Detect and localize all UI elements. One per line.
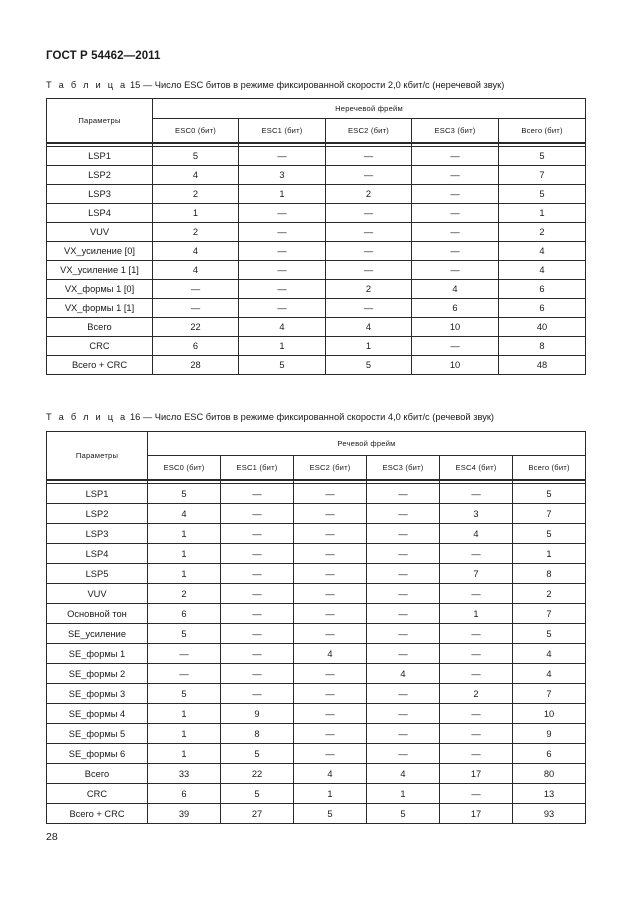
- table-cell: 5: [221, 784, 294, 804]
- row-label: VUV: [47, 584, 148, 604]
- table-cell: 4: [513, 664, 586, 684]
- table-row: [47, 664, 586, 684]
- table-cell: —: [221, 644, 294, 664]
- table-cell: —: [326, 223, 412, 242]
- table-cell: —: [367, 544, 440, 564]
- table-cell: 1: [440, 604, 513, 624]
- table-row: [47, 744, 586, 764]
- table-cell: 10: [412, 318, 499, 337]
- table-cell: —: [367, 704, 440, 724]
- table-cell: —: [294, 584, 367, 604]
- table-cell: 6: [499, 280, 586, 299]
- table-cell: 4: [148, 504, 221, 524]
- table-cell: —: [239, 147, 326, 166]
- table-cell: —: [326, 204, 412, 223]
- table-cell: 17: [440, 764, 513, 784]
- table-row: [47, 166, 586, 185]
- table-cell: 5: [148, 484, 221, 504]
- table-cell: 33: [148, 764, 221, 784]
- table-cell: —: [326, 242, 412, 261]
- table-cell: —: [326, 261, 412, 280]
- table-cell: —: [294, 524, 367, 544]
- table-cell: 17: [440, 804, 513, 824]
- table-row: [47, 337, 586, 356]
- table-cell: 2: [499, 223, 586, 242]
- table-cell: 4: [153, 166, 239, 185]
- table-16-caption: [46, 412, 494, 422]
- table-cell: —: [148, 664, 221, 684]
- table-cell: —: [367, 524, 440, 544]
- table-cell: —: [221, 584, 294, 604]
- table-cell: 1: [367, 784, 440, 804]
- table-cell: —: [239, 280, 326, 299]
- table-cell: 1: [499, 204, 586, 223]
- table-row: [47, 318, 586, 337]
- table-cell: —: [153, 280, 239, 299]
- table-cell: 7: [440, 564, 513, 584]
- table-cell: 1: [239, 337, 326, 356]
- table-cell: 9: [221, 704, 294, 724]
- row-label: LSP2: [47, 166, 153, 185]
- table-cell: —: [412, 185, 499, 204]
- table-cell: 3: [440, 504, 513, 524]
- table-cell: 5: [499, 185, 586, 204]
- table-row: [47, 185, 586, 204]
- table-cell: 22: [221, 764, 294, 784]
- column-header: ESC3 (бит): [412, 119, 499, 143]
- table-cell: 1: [148, 544, 221, 564]
- table-cell: —: [148, 644, 221, 664]
- table-cell: 7: [513, 504, 586, 524]
- table-cell: —: [294, 484, 367, 504]
- table-cell: 28: [153, 356, 239, 375]
- table-row: [47, 261, 586, 280]
- table-cell: 5: [221, 744, 294, 764]
- table-cell: 5: [153, 147, 239, 166]
- table-cell: —: [294, 544, 367, 564]
- table-row: [47, 484, 586, 504]
- table-row: [47, 242, 586, 261]
- row-label: VUV: [47, 223, 153, 242]
- table-row: [47, 504, 586, 524]
- row-label: LSP4: [47, 204, 153, 223]
- table-cell: —: [367, 684, 440, 704]
- table-cell: —: [367, 724, 440, 744]
- row-label: LSP3: [47, 524, 148, 544]
- column-header: Всего (бит): [513, 456, 586, 480]
- table-cell: —: [239, 242, 326, 261]
- table-cell: —: [221, 624, 294, 644]
- table-cell: —: [367, 744, 440, 764]
- table-cell: 48: [499, 356, 586, 375]
- table-cell: 2: [153, 185, 239, 204]
- table-cell: 6: [153, 337, 239, 356]
- table-row: [47, 624, 586, 644]
- table-cell: 5: [367, 804, 440, 824]
- table-cell: —: [367, 644, 440, 664]
- table-cell: —: [326, 166, 412, 185]
- table-cell: 6: [148, 604, 221, 624]
- table-15: [46, 98, 586, 375]
- table-cell: —: [367, 584, 440, 604]
- table-cell: 1: [326, 337, 412, 356]
- table-cell: —: [412, 261, 499, 280]
- table-cell: 5: [294, 804, 367, 824]
- table-cell: 6: [148, 784, 221, 804]
- table-cell: 4: [239, 318, 326, 337]
- table-cell: 8: [513, 564, 586, 584]
- table-cell: —: [367, 624, 440, 644]
- table-cell: —: [367, 504, 440, 524]
- row-label: LSP1: [47, 147, 153, 166]
- table-cell: —: [440, 544, 513, 564]
- table-row: [47, 204, 586, 223]
- table-cell: 1: [148, 524, 221, 544]
- table-cell: 2: [326, 280, 412, 299]
- table-cell: 39: [148, 804, 221, 824]
- row-label: Всего: [47, 764, 148, 784]
- table-cell: —: [440, 784, 513, 804]
- table-cell: 7: [513, 684, 586, 704]
- table-cell: 8: [499, 337, 586, 356]
- table-cell: 4: [499, 261, 586, 280]
- table-cell: 1: [239, 185, 326, 204]
- row-label: Основной тон: [47, 604, 148, 624]
- document-id: ГОСТ Р 54462—2011: [46, 50, 161, 62]
- table-cell: —: [440, 744, 513, 764]
- column-header: ESC2 (бит): [326, 119, 412, 143]
- row-label: LSP5: [47, 564, 148, 584]
- table-cell: 4: [367, 664, 440, 684]
- table-cell: 6: [499, 299, 586, 318]
- table-cell: 4: [412, 280, 499, 299]
- column-header: ESC1 (бит): [239, 119, 326, 143]
- table-16: [46, 431, 586, 824]
- table-row: [47, 704, 586, 724]
- row-label: LSP3: [47, 185, 153, 204]
- row-label: LSP1: [47, 484, 148, 504]
- table-cell: —: [221, 544, 294, 564]
- table-cell: 4: [153, 242, 239, 261]
- table-row: [47, 604, 586, 624]
- table-cell: 5: [148, 624, 221, 644]
- table-cell: —: [153, 299, 239, 318]
- table-row: [47, 584, 586, 604]
- table-row: [47, 147, 586, 166]
- table-cell: —: [221, 564, 294, 584]
- row-label: LSP4: [47, 544, 148, 564]
- row-label: Всего + CRC: [47, 356, 153, 375]
- table-cell: 22: [153, 318, 239, 337]
- table-cell: 1: [148, 564, 221, 584]
- row-label: Всего: [47, 318, 153, 337]
- table-cell: —: [412, 223, 499, 242]
- table-cell: —: [221, 684, 294, 704]
- table-cell: 6: [412, 299, 499, 318]
- table-cell: —: [294, 604, 367, 624]
- table-cell: —: [412, 242, 499, 261]
- table-15-caption-text: 15 — Число ESC битов в режиме фиксированной скорости 2,0 кбит/с (неречевой звук): [127, 80, 505, 90]
- table-15-caption: [46, 80, 504, 90]
- table-cell: —: [440, 624, 513, 644]
- table-cell: 1: [148, 744, 221, 764]
- table-cell: —: [239, 261, 326, 280]
- table-cell: —: [367, 484, 440, 504]
- table-cell: 27: [221, 804, 294, 824]
- table-row: [47, 764, 586, 784]
- table-cell: 9: [513, 724, 586, 744]
- table-cell: —: [412, 204, 499, 223]
- table-cell: —: [367, 564, 440, 584]
- row-label: SE_формы 2: [47, 664, 148, 684]
- table-cell: 2: [326, 185, 412, 204]
- table-cell: 4: [294, 764, 367, 784]
- table-row: [47, 299, 586, 318]
- table-cell: 80: [513, 764, 586, 784]
- table-row: [47, 684, 586, 704]
- table-cell: 10: [513, 704, 586, 724]
- table-cell: —: [294, 724, 367, 744]
- table-row: [47, 564, 586, 584]
- column-header: Всего (бит): [499, 119, 586, 143]
- table-cell: —: [440, 584, 513, 604]
- row-label: VX_формы 1 [1]: [47, 299, 153, 318]
- table-cell: —: [440, 724, 513, 744]
- table-cell: 5: [513, 624, 586, 644]
- table-cell: —: [367, 604, 440, 624]
- table-cell: 1: [294, 784, 367, 804]
- table-cell: 7: [513, 604, 586, 624]
- param-header: Параметры: [47, 432, 148, 480]
- row-label: SE_формы 6: [47, 744, 148, 764]
- table-cell: —: [294, 504, 367, 524]
- table-cell: —: [221, 504, 294, 524]
- table-cell: 1: [513, 544, 586, 564]
- table-cell: —: [294, 744, 367, 764]
- table-cell: —: [440, 664, 513, 684]
- table-row: [47, 223, 586, 242]
- table-cell: —: [326, 299, 412, 318]
- table-cell: 4: [440, 524, 513, 544]
- column-header: ESC4 (бит): [440, 456, 513, 480]
- table-row: [47, 356, 586, 375]
- table-16-caption-prefix: Т а б л и ц а: [46, 412, 128, 422]
- table-row: [47, 280, 586, 299]
- table-cell: 3: [239, 166, 326, 185]
- table-row: [47, 524, 586, 544]
- table-row: [47, 644, 586, 664]
- table-cell: —: [412, 337, 499, 356]
- row-label: SE_формы 4: [47, 704, 148, 724]
- table-cell: —: [221, 604, 294, 624]
- table-cell: 2: [440, 684, 513, 704]
- row-label: VX_усиление 1 [1]: [47, 261, 153, 280]
- table-cell: 4: [513, 644, 586, 664]
- row-label: SE_формы 1: [47, 644, 148, 664]
- table-cell: 1: [148, 704, 221, 724]
- table-cell: 5: [148, 684, 221, 704]
- table-cell: 4: [153, 261, 239, 280]
- table-cell: 5: [499, 147, 586, 166]
- column-header: ESC0 (бит): [153, 119, 239, 143]
- table-cell: 5: [239, 356, 326, 375]
- table-cell: 4: [367, 764, 440, 784]
- row-label: VX_усиление [0]: [47, 242, 153, 261]
- column-header: ESC3 (бит): [367, 456, 440, 480]
- row-label: CRC: [47, 784, 148, 804]
- table-cell: 40: [499, 318, 586, 337]
- table-cell: —: [294, 684, 367, 704]
- group-header: Неречевой фрейм: [153, 99, 586, 119]
- row-label: SE_усиление: [47, 624, 148, 644]
- table-cell: 2: [153, 223, 239, 242]
- table-cell: —: [221, 524, 294, 544]
- table-cell: 4: [294, 644, 367, 664]
- table-row: [47, 544, 586, 564]
- table-cell: 1: [153, 204, 239, 223]
- column-header: ESC2 (бит): [294, 456, 367, 480]
- table-cell: 2: [513, 584, 586, 604]
- column-header: ESC1 (бит): [221, 456, 294, 480]
- row-label: Всего + CRC: [47, 804, 148, 824]
- table-cell: 8: [221, 724, 294, 744]
- table-cell: —: [412, 147, 499, 166]
- group-header: Речевой фрейм: [148, 432, 586, 456]
- page-number: 28: [46, 831, 58, 843]
- table-cell: —: [221, 664, 294, 684]
- table-cell: —: [221, 484, 294, 504]
- table-cell: 93: [513, 804, 586, 824]
- table-cell: —: [239, 223, 326, 242]
- table-cell: —: [412, 166, 499, 185]
- table-row: [47, 784, 586, 804]
- row-label: SE_формы 3: [47, 684, 148, 704]
- table-row: [47, 724, 586, 744]
- table-cell: —: [294, 624, 367, 644]
- table-cell: —: [239, 299, 326, 318]
- table-cell: —: [294, 664, 367, 684]
- row-label: SE_формы 5: [47, 724, 148, 744]
- table-cell: 4: [499, 242, 586, 261]
- table-cell: 6: [513, 744, 586, 764]
- param-header: Параметры: [47, 99, 153, 143]
- table-16-caption-text: 16 — Число ESC битов в режиме фиксированной скорости 4,0 кбит/с (речевой звук): [127, 412, 495, 422]
- column-header: ESC0 (бит): [148, 456, 221, 480]
- table-row: [47, 804, 586, 824]
- table-cell: —: [294, 704, 367, 724]
- table-cell: 2: [148, 584, 221, 604]
- table-cell: —: [440, 644, 513, 664]
- table-cell: —: [440, 484, 513, 504]
- table-cell: 7: [499, 166, 586, 185]
- table-cell: —: [326, 147, 412, 166]
- table-cell: —: [440, 704, 513, 724]
- table-cell: —: [239, 204, 326, 223]
- row-label: LSP2: [47, 504, 148, 524]
- table-cell: 5: [513, 484, 586, 504]
- table-cell: 5: [513, 524, 586, 544]
- table-cell: 4: [326, 318, 412, 337]
- table-cell: 10: [412, 356, 499, 375]
- table-cell: 13: [513, 784, 586, 804]
- row-label: CRC: [47, 337, 153, 356]
- table-15-caption-prefix: Т а б л и ц а: [46, 80, 128, 90]
- table-cell: 5: [326, 356, 412, 375]
- table-cell: —: [294, 564, 367, 584]
- table-cell: 1: [148, 724, 221, 744]
- row-label: VX_формы 1 [0]: [47, 280, 153, 299]
